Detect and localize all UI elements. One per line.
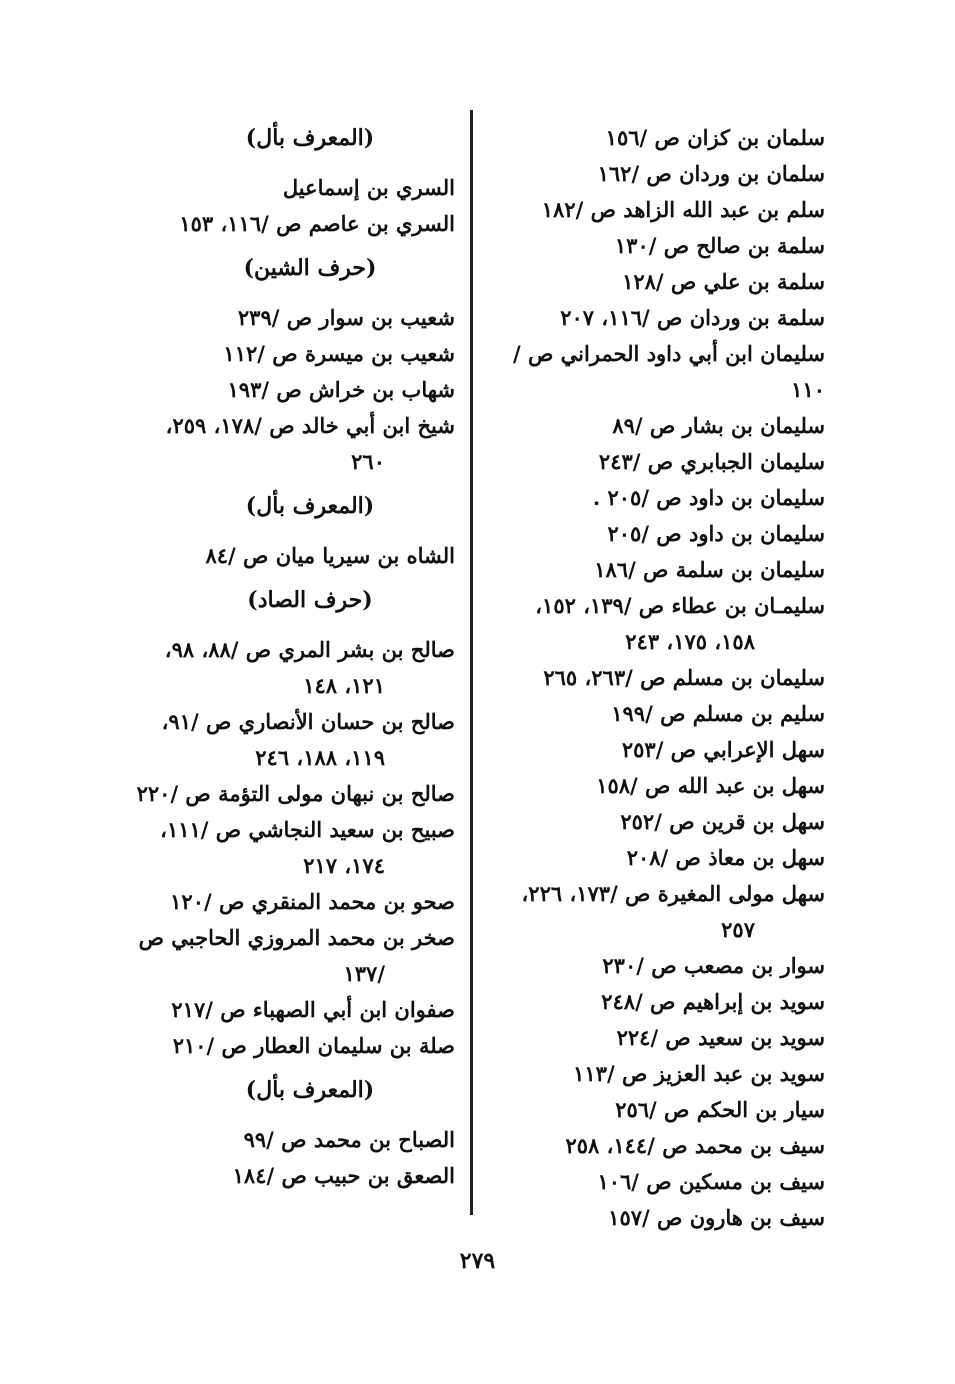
index-entry-text: سويد بن إبراهيم ص /٢٤٨ [601,989,825,1014]
index-entry [495,120,825,156]
index-entry-text: صالح بن حسان الأنصاري ص /٩١، [161,709,455,734]
index-entry-text: سهل بن عبد الله ص /١٥٨ [596,773,825,798]
index-entry [495,876,825,948]
index-entry-text: سليمان بن سلمة ص /١٨٦ [594,557,825,582]
index-entry [125,408,455,480]
index-entry-text: صالح بن نبهان مولى التؤمة ص /٢٢٠ [136,781,455,806]
index-entry [495,1020,825,1056]
index-entry-text: سيف بن مسكين ص /١٠٦ [597,1169,825,1194]
index-entry-text: سلمة بن علي ص /١٢٨ [622,269,825,294]
index-entry [495,1092,825,1128]
index-entry [495,804,825,840]
index-entry-text: سويد بن سعيد ص /٢٢٤ [616,1025,825,1050]
index-entry-text: شيخ ابن أبي خالد ص /١٧٨، ٢٥٩، [165,413,455,438]
index-entry [125,336,455,372]
index-entry [495,300,825,336]
index-entry [125,992,455,1028]
index-entry-text: صبيح بن سعيد النجاشي ص /١١١، [160,817,455,842]
index-entry-text: سلمة بن وردان ص /١١٦، ٢٠٧ [560,305,825,330]
left-index-column [125,112,455,1194]
index-entry-text: السري بن عاصم ص /١١٦، ١٥٣ [179,211,455,236]
index-entry-continuation: ١٢١، ١٤٨ [303,673,385,698]
index-entry [125,372,455,408]
right-index-column [495,120,825,1236]
index-entry [125,776,455,812]
index-entry-text: سلمان بن كزان ص /١٥٦ [605,125,825,150]
index-entry [125,704,455,776]
index-entry [495,1200,825,1236]
index-entry-text: سلمة بن صالح ص /١٣٠ [614,233,825,258]
index-entry-text: سهل مولى المغيرة ص /١٧٣، ٢٢٦، [521,881,825,906]
index-entry-text: سهل بن معاذ ص /٢٠٨ [626,845,825,870]
index-entry [495,516,825,552]
section-heading: (المعرف بأل) [245,125,375,151]
index-entry-text: صخر بن محمد المروزي الحاجبي ص [138,925,455,950]
index-entry [125,884,455,920]
index-entry-text: شعيب بن سوار ص /٢٣٩ [237,305,455,330]
index-entry-text: سليم بن مسلم ص /١٩٩ [611,701,825,726]
section-heading: (حرف الصاد) [247,587,373,613]
index-entry-continuation: ١١٩، ١٨٨، ٢٤٦ [255,745,385,770]
index-entry [495,588,825,660]
index-entry [495,192,825,228]
index-entry [495,480,825,516]
page-number: ٢٧٩ [459,1248,496,1274]
index-entry [495,660,825,696]
index-entry [495,1056,825,1092]
index-entry [495,1164,825,1200]
index-entry [125,920,455,992]
index-entry [495,444,825,480]
index-entry [495,1128,825,1164]
index-entry [495,696,825,732]
index-entry [125,206,455,242]
index-entry [125,1122,455,1158]
index-entry-text: سليمـان بن عطاء ص /١٣٩، ١٥٢، [535,593,825,618]
index-entry [495,264,825,300]
index-entry [125,812,455,884]
index-entry [495,840,825,876]
index-entry-text: شهاب بن خراش ص /١٩٣ [227,377,455,402]
index-entry-text: صالح بن بشر المري ص /٨٨، ٩٨، [164,637,455,662]
index-entry [125,300,455,336]
index-entry [495,336,825,408]
index-entry-text: سليمان ابن أبي داود الحمراني ص /١١٠ [513,341,825,402]
index-entry-text: سيار بن الحكم ص /٢٥٦ [615,1097,825,1122]
index-entry-text: سيف بن محمد ص /١٤٤، ٢٥٨ [565,1133,825,1158]
index-entry-text: صحو بن محمد المنقري ص /١٢٠ [170,889,455,914]
index-entry-text: سليمان بن داود ص /٢٠٥ . [592,485,825,510]
index-entry [495,732,825,768]
index-entry-text: سلمان بن وردان ص /١٦٢ [597,161,825,186]
index-entry [125,1158,455,1194]
index-entry [495,408,825,444]
index-entry-continuation: ٢٦٠ [351,449,385,474]
index-entry-text: سهل بن قرين ص /٢٥٢ [620,809,825,834]
column-divider [470,110,473,1215]
index-entry-text: سيف بن هارون ص /١٥٧ [608,1205,825,1230]
index-entry [125,538,455,574]
index-entry-text: سلم بن عبد الله الزاهد ص /١٨٢ [541,197,825,222]
index-entry-continuation: ٢٥٧ [721,917,755,942]
index-entry [495,948,825,984]
index-entry-text: سويد بن عبد العزيز ص /١١٣ [573,1061,825,1086]
index-entry-text: سليمان بن داود ص /٢٠٥ [607,521,825,546]
index-entry [495,228,825,264]
index-entry-continuation: ١٥٨، ١٧٥، ٢٤٣ [625,629,755,654]
index-entry [125,1028,455,1064]
index-entry-text: الصعق بن حبيب ص /١٨٤ [232,1163,455,1188]
section-heading: (حرف الشين) [243,255,377,281]
index-entry-text: سليمان بن مسلم ص /٢٦٣، ٢٦٥ [543,665,825,690]
index-entry [495,984,825,1020]
index-entry-text: سهل الإعرابي ص /٢٥٣ [621,737,825,762]
index-entry [495,156,825,192]
index-entry [495,768,825,804]
section-heading: (المعرف بأل) [245,1077,375,1103]
index-entry-text: السري بن إسماعيل [282,175,455,200]
index-entry-text: صلة بن سليمان العطار ص /٢١٠ [172,1033,455,1058]
index-entry [125,170,455,206]
index-entry-text: الصباح بن محمد ص /٩٩ [243,1127,455,1152]
index-entry-text: سليمان بن بشار ص /٨٩ [612,413,825,438]
index-entry-continuation: /١٣٧ [343,961,385,986]
index-entry-text: صفوان ابن أبي الصهباء ص /٢١٧ [171,997,455,1022]
index-entry-text: سليمان الجبابري ص /٢٤٣ [598,449,825,474]
index-entry-continuation: ١٧٤، ٢١٧ [303,853,385,878]
section-heading: (المعرف بأل) [245,493,375,519]
index-entry-text: شعيب بن ميسرة ص /١١٢ [223,341,455,366]
index-entry-text: الشاه بن سيريا ميان ص /٨٤ [205,543,455,568]
index-entry-text: سوار بن مصعب ص /٢٣٠ [602,953,825,978]
index-entry [125,632,455,704]
index-entry [495,552,825,588]
